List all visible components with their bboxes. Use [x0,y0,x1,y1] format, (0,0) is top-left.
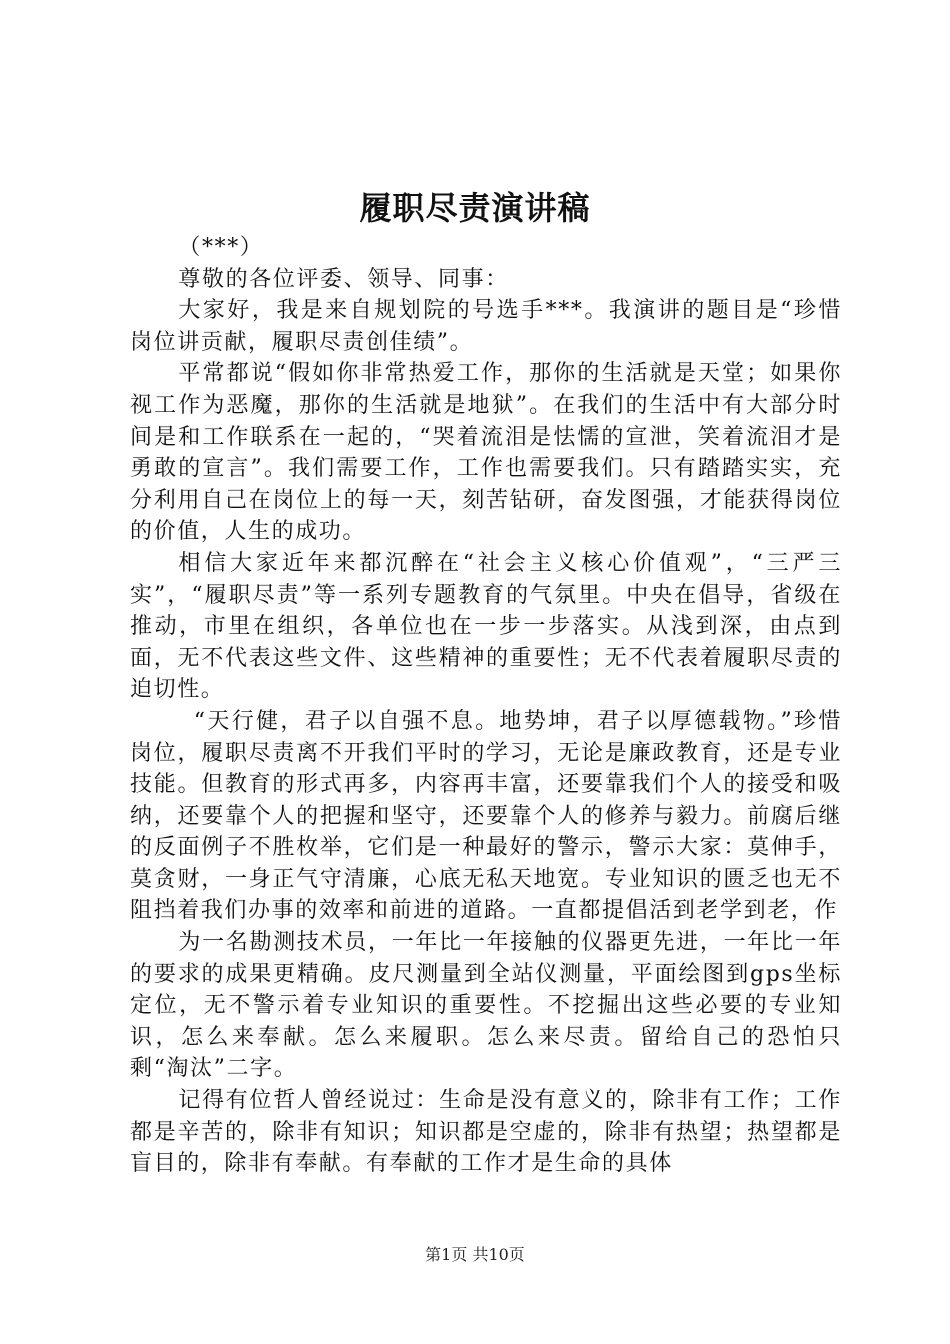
page-footer: 第1页 共10页 [425,1245,525,1264]
author-line: （***） [178,235,264,260]
paragraph-4: “天行健，君子以自强不息。地势坤，君子以厚德载物。”珍惜岗位，履职尽责离不开我们平时的学习，无论是廉政教育，还是专业技能。但教育的形式再多，内容再丰富，还要靠我们个人的接受和吸纳，还要靠个人的把握和坚守，还要靠个人的修养与毅力。前腐后继的反面例子不胜枚举，它们是一种最好的警示，警示大家：莫伸手，莫贪财，一身正气守清廉，心底无私天地宽。专业知识的匮乏也无不阻挡着我们办事的效率和前进的道路。一直都提倡活到老学到老，作 [130,708,842,924]
paragraph-3: 相信大家近年来都沉醉在“社会主义核心价值观”，“三严三实”，“履职尽责”等一系列专题教育的气氛里。中央在倡导，省级在推动，市里在组织，各单位也在一步一步落实。从浅到深，由点到面，无不代表这些文件、这些精神的重要性；无不代表着履职尽责的迫切性。 [130,550,842,703]
paragraph-5: 为一名勘测技术员，一年比一年接触的仪器更先进，一年比一年的要求的成果更精确。皮尺测量到全站仪测量，平面绘图到gps坐标定位，无不警示着专业知识的重要性。不挖掘出这些必要的专业知识，怎么来奉献。怎么来履职。怎么来尽责。留给自己的恐怕只剩“淘汰”二字。 [130,930,842,1082]
paragraph-1: 大家好，我是来自规划院的号选手***。我演讲的题目是“珍惜岗位讲贡献，履职尽责创佳绩”。 [130,298,842,355]
document-title: 履职尽责演讲稿 [359,189,591,227]
document-body [130,232,842,1180]
paragraph-2: 平常都说“假如你非常热爱工作，那你的生活就是天堂；如果你视工作为恶魔，那你的生活就是地狱”。在我们的生活中有大部分时间是和工作联系在一起的，“哭着流泪是怯懦的宣泄，笑着流泪才是勇敢的宣言”。我们需要工作，工作也需要我们。只有踏踏实实，充分利用自己在岗位上的每一天，刻苦钻研，奋发图强，才能获得岗位的价值，人生的成功。 [130,361,842,545]
salutation: 尊敬的各位评委、领导、同事： [178,266,509,292]
paragraph-6: 记得有位哲人曾经说过：生命是没有意义的，除非有工作；工作都是辛苦的，除非有知识；知识都是空虚的，除非有热望；热望都是盲目的，除非有奉献。有奉献的工作才是生命的具体 [130,1088,842,1177]
